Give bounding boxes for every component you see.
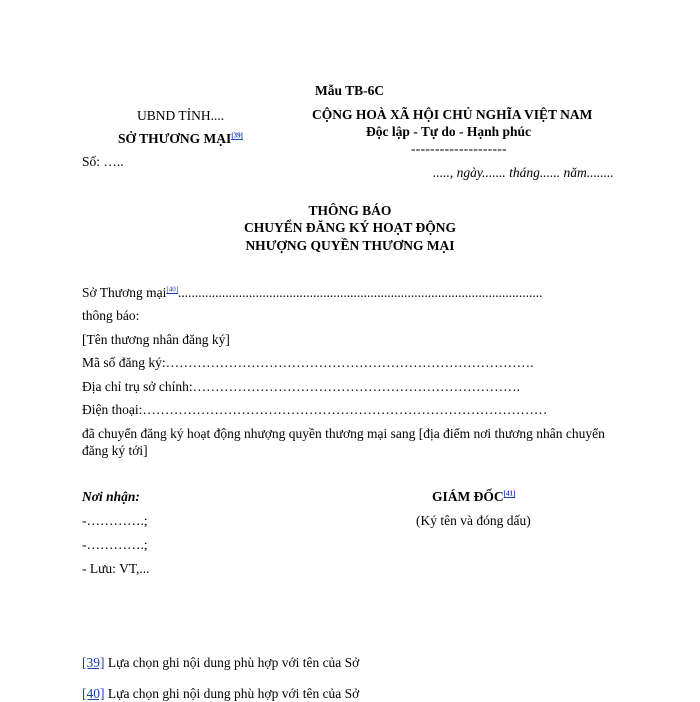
footnote-ref-40[interactable]: [40] — [166, 285, 179, 294]
country-name: CỘNG HOÀ XÃ HỘI CHỦ NGHĨA VIỆT NAM — [312, 107, 593, 122]
province-name: UBND TỈNH.... — [137, 108, 225, 123]
footnote-39 — [82, 655, 359, 671]
header-divider: -------------------- — [411, 141, 507, 156]
recipient-archive: - Lưu: VT,... — [82, 561, 150, 576]
footnote-ref-41[interactable]: [41] — [503, 489, 516, 498]
national-motto: Độc lập - Tự do - Hạnh phúc — [366, 124, 532, 139]
footnote-ref-39[interactable]: [39] — [231, 131, 243, 140]
title-line-3: NHƯỢNG QUYỀN THƯƠNG MẠI — [245, 238, 455, 253]
merchant-name: [Tên thương nhân đăng ký] — [82, 332, 230, 347]
intro-dots: ............................................................................................................ — [178, 285, 543, 300]
recipients-label: Nơi nhận: — [82, 489, 140, 504]
phone-number: Điện thoại:……………………………………………………………………………… — [82, 402, 548, 417]
document-number: Số: ….. — [82, 154, 124, 169]
intro-line — [82, 285, 543, 301]
registration-number: Mã số đăng ký:………………………………………………………………………. — [82, 355, 534, 370]
department-name — [118, 131, 243, 147]
department-label: SỞ THƯƠNG MẠI — [118, 131, 232, 146]
head-office-address: Địa chỉ trụ sở chính:………………………………………………………………. — [82, 379, 520, 394]
footnote-40-text: Lựa chọn ghi nội dung phù hợp với tên của Sở — [104, 686, 360, 701]
signature-title — [432, 489, 515, 505]
form-code: Mẫu TB-6C — [315, 83, 385, 98]
footnote-39-link[interactable]: [39] — [82, 655, 105, 670]
date-line: ....., ngày....... tháng...... năm........ — [433, 165, 614, 180]
recipient-item-1: -………….; — [82, 513, 148, 528]
transfer-statement-line-1: đã chuyển đăng ký hoạt động nhượng quyền thương mại sang [địa điểm nơi thương nhân chuyển — [82, 426, 605, 441]
transfer-statement-line-2: đăng ký tới] — [82, 443, 148, 458]
recipient-item-2: -………….; — [82, 537, 148, 552]
footnote-40-link[interactable]: [40] — [82, 686, 105, 701]
footnote-39-text: Lựa chọn ghi nội dung phù hợp với tên của Sở — [104, 655, 360, 670]
title-line-2: CHUYỂN ĐĂNG KÝ HOẠT ĐỘNG — [243, 220, 456, 235]
signature-note: (Ký tên và đóng dấu) — [416, 513, 531, 528]
intro-prefix: Sở Thương mại — [82, 285, 167, 300]
title-line-1: THÔNG BÁO — [308, 203, 392, 218]
director-label: GIÁM ĐỐC — [432, 489, 504, 504]
announce-label: thông báo: — [82, 308, 140, 323]
